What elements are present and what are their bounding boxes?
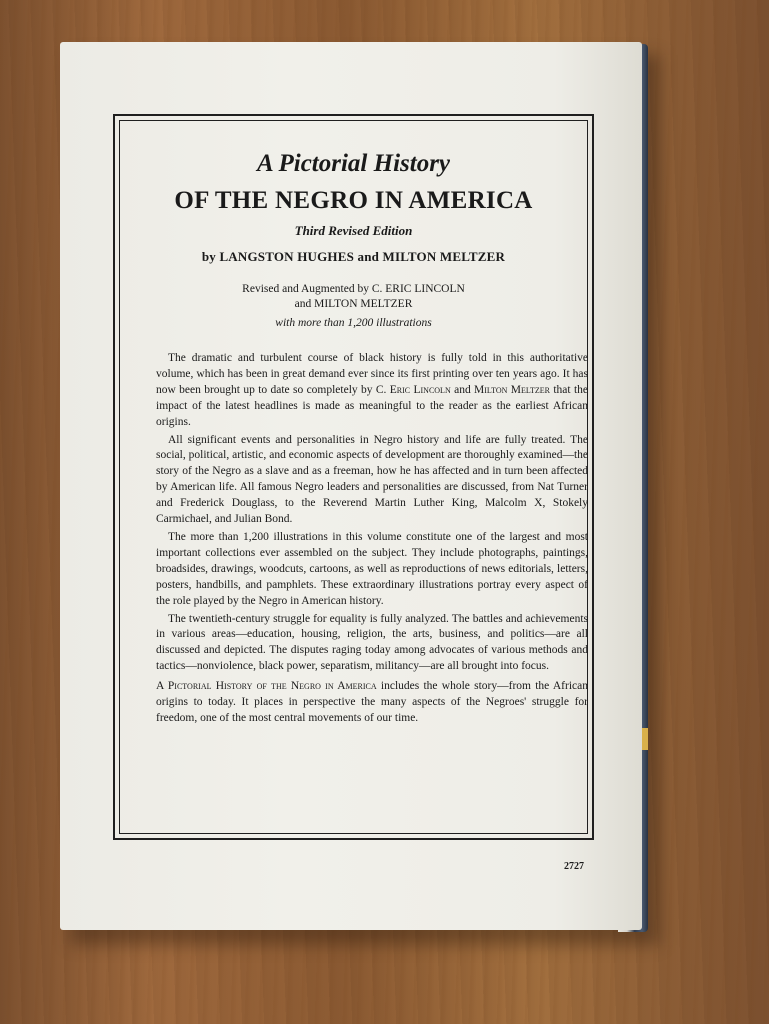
text-frame xyxy=(113,114,594,840)
catalog-number: 2727 xyxy=(564,861,584,872)
title-line-2: OF THE NEGRO IN AMERICA xyxy=(174,187,533,214)
paragraph-4: The twentieth-century struggle for equality is fully analyzed. The battles and achievements in various areas—education, housing, religion, the arts, business, and politics—are all discussed and depicted. The disputes raging today among advocates of various methods and tactics—nonviolence, black power, separatism, militancy—are all brought into focus. xyxy=(156,612,588,673)
paragraph-1: The dramatic and turbulent course of black history is fully told in this authoritative volume, which has been in great demand ever since its first printing over ten years ago. It has now been brought up to date so completely by C. Eric Lincoln and Milton Meltzer that the impact of the latest headlines is made as meaningful to the reader as the earliest African origins. xyxy=(156,352,588,428)
paragraph-3: The more than 1,200 illustrations in this volume constitute one of the largest and most important collections ever assembled on the subject. They include photographs, paintings, broadsides, drawings, woodcuts, cartoons, as well as reproductions of news editorials, letters, posters, handbills, and pamphlets. These extraordinary illustrations portray every aspect of the role played by the Negro in American history. xyxy=(156,530,588,607)
revised-line-1: Revised and Augmented by C. ERIC LINCOLN xyxy=(242,283,465,295)
description-body xyxy=(156,351,588,729)
title-line-1: A Pictorial History xyxy=(256,150,451,177)
illustrations-line: with more than 1,200 illustrations xyxy=(275,317,432,329)
edition-label: Third Revised Edition xyxy=(294,223,413,238)
authors-line: by LANGSTON HUGHES and MILTON MELTZER xyxy=(201,249,506,264)
paragraph-2: All significant events and personalities in Negro history and life are fully treated. The social, political, artistic, and economic aspects of development are thoroughly examined—the story of the Negro as a slave and as a freeman, how he has affected and in turn been affected by American life. All famous Negro leaders and personalities are discussed, from Nat Turner and Frederick Douglass, to the Reverend Martin Luther King, Malcolm X, Stokely Carmichael, and Julian Bond. xyxy=(156,433,588,526)
paragraph-5: A Pictorial History of the Negro in America includes the whole story—from the African origins to today. It places in perspective the many aspects of the Negroes' struggle for freedom, one of the most central movements of our time. xyxy=(156,680,588,724)
book-back-cover xyxy=(60,42,642,930)
revised-line-2: and MILTON MELTZER xyxy=(294,298,413,310)
text-frame-inner xyxy=(119,120,588,834)
